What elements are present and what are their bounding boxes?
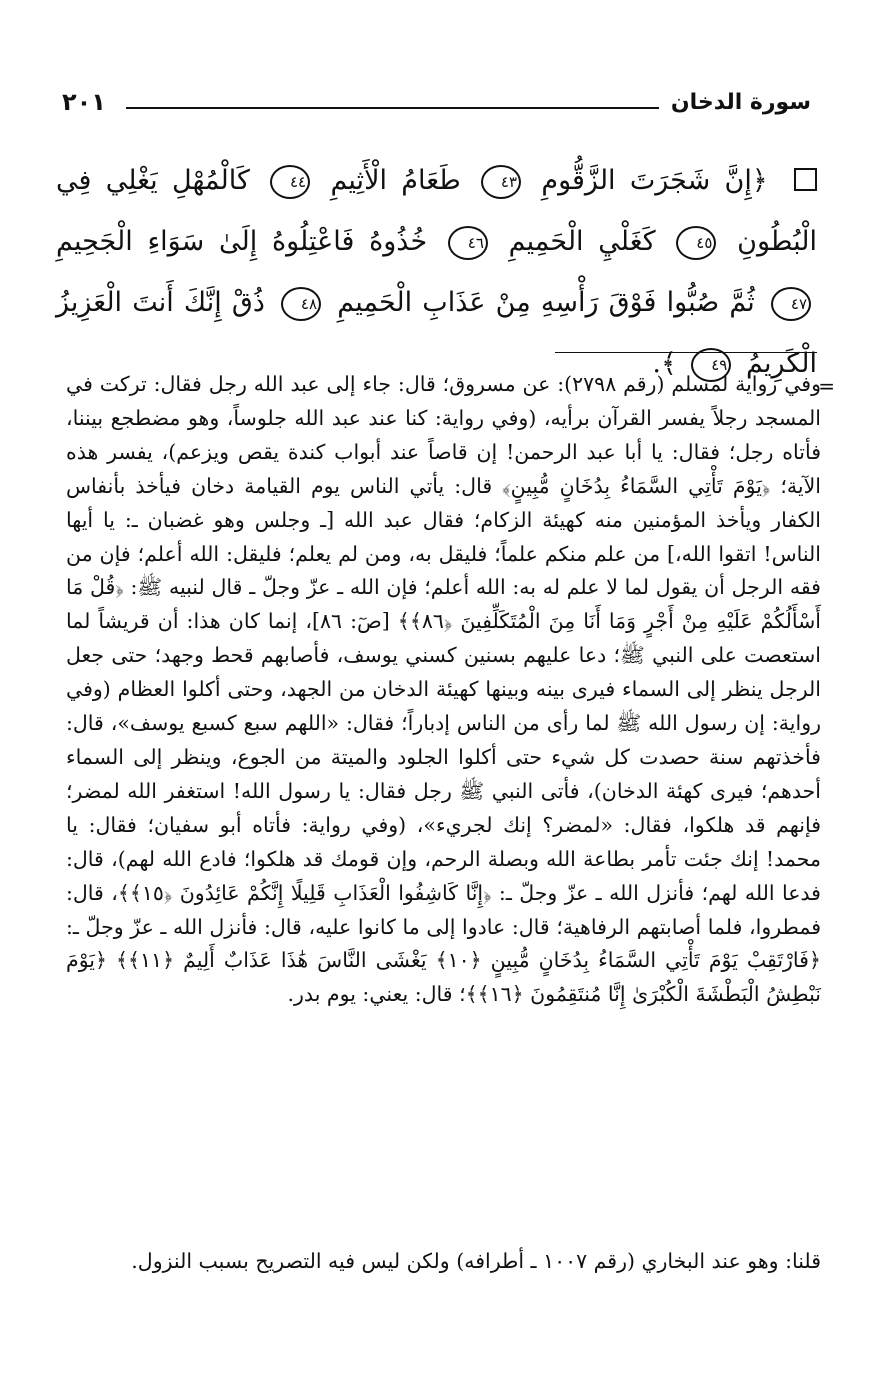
continuation-mark: = xyxy=(818,374,835,398)
verse-opening: ﴿إِنَّ شَجَرَتَ الزَّقُّومِ xyxy=(541,165,768,196)
footnote-separator xyxy=(555,352,817,353)
verse-text: ذُقْ إِنَّكَ أَنتَ الْعَزِيزُ الْكَرِيمُ xyxy=(56,287,817,379)
page-number: ٢٠١ xyxy=(62,88,106,116)
verse-number-marker: ٤٨ xyxy=(281,287,321,321)
verse-number-marker: ٤٥ xyxy=(676,226,716,260)
verse-text: كَغَلْيِ الْحَمِيمِ xyxy=(508,226,656,257)
verse-text: خُذُوهُ فَاعْتِلُوهُ إِلَىٰ سَوَاءِ الْجَحِيمِ xyxy=(56,226,428,257)
verse-number-marker: ٤٤ xyxy=(270,165,310,199)
verse-number-marker: ٤٩ xyxy=(691,348,731,382)
verse-closing: ﴾. xyxy=(652,348,677,379)
verse-number-marker: ٤٣ xyxy=(481,165,521,199)
checkbox-icon xyxy=(794,168,817,191)
verse-text: ثُمَّ صُبُّوا فَوْقَ رَأْسِهِ مِنْ عَذَابِ الْحَمِيمِ xyxy=(337,287,755,318)
footnote-note: قلنا: وهو عند البخاري (رقم ١٠٠٧ ـ أطرافه) ولكن ليس فيه التصريح بسبب النزول. xyxy=(131,1249,821,1273)
verse-text: طَعَامُ الْأَثِيمِ xyxy=(330,165,461,196)
surah-title: سورة الدخان xyxy=(670,90,811,115)
quran-verses xyxy=(56,150,817,394)
verse-text: كَالْمُهْلِ يَغْلِي فِي الْبُطُونِ xyxy=(56,165,817,257)
page-header xyxy=(62,86,811,126)
verse-number-marker: ٤٧ xyxy=(771,287,811,321)
footnote-body: وفي رواية لمسلم (رقم ٢٧٩٨): عن مسروق؛ قال: جاء إلى عبد الله رجل فقال: تركت في المسجد رجلاً يفسر القرآن برأيه، (وفي رواية: كنا عند عبد الله جلوساً، وهو مضطجع بيننا، فأتاه رجل؛ فقال: يا أبا عبد الرحمن! إن قاصاً عند أبواب كندة يقص ويزعم)، يفسر هذه الآية؛ ﴿يَوْمَ تَأْتِي السَّمَاءُ بِدُخَانٍ مُّبِينٍ﴾ قال: يأتي الناس يوم القيامة دخان فيأخذ بأنفاس الكفار ويأخذ المؤمنين منه كهيئة الزكام؛ فقال عبد الله [ـ وجلس وهو غضبان ـ: يا أيها الناس! اتقوا الله،] من علم منكم علماً؛ فليقل به، ومن لم يعلم؛ فليقل: الله أعلم؛ فإن من فقه الرجل أن يقول لما لا علم له به: الله أعلم؛ فإن الله ـ عزّ وجلّ ـ قال لنبيه ﷺ: ﴿قُلْ مَا أَسْأَلُكُمْ عَلَيْهِ مِنْ أَجْرٍ وَمَا أَنَا مِنَ الْمُتَكَلِّفِينَ ﴿٨٦﴾﴾ [صٓ: ٨٦]، إنما كان هذا: أن قريشاً لما استعصت على النبي ﷺ؛ دعا عليهم بسنين كسني يوسف، فأصابهم قحط وجهد؛ حتى جعل الرجل ينظر إلى السماء فيرى بينه وبينها كهيئة الدخان من الجهد، وحتى أكلوا العظام (وفي رواية: إن رسول الله ﷺ لما رأى من الناس إدباراً؛ فقال: «اللهم سبع كسبع يوسف»، قال: فأخذتهم سنة حصدت كل شيء حتى أكلوا الجلود والميتة من الجوع، وينظر إلى السماء أحدهم؛ فيرى كهئة الدخان)، فأتى النبي ﷺ رجل فقال: يا رسول الله! استغفر الله لمضر؛ فإنهم قد هلكوا، فقال: «لمضر؟ إنك لجريء»، (وفي رواية: فأتاه أبو سفيان؛ فقال: يا محمد! إنك جئت تأمر بطاعة الله وبصلة الرحم، وإن قومك قد هلكوا؛ فادع الله لهم)، قال: فدعا الله لهم؛ فأنزل الله ـ عزّ وجلّ ـ: ﴿إِنَّا كَاشِفُوا الْعَذَابِ قَلِيلًا إِنَّكُمْ عَائِدُونَ ﴿١٥﴾﴾، قال: فمطروا، فلما أصابتهم الرفاهية؛ قال: عادوا إلى ما كانوا عليه، قال: فأنزل الله ـ عزّ وجلّ ـ: ﴿فَارْتَقِبْ يَوْمَ تَأْتِي السَّمَاءُ بِدُخَانٍ مُّبِينٍ ﴿١٠﴾ يَغْشَى النَّاسَ هَٰذَا عَذَابٌ أَلِيمٌ ﴿١١﴾﴾ ﴿يَوْمَ نَبْطِشُ الْبَطْشَةَ الْكُبْرَىٰ إِنَّا مُنتَقِمُونَ ﴿١٦﴾﴾؛ قال: يعني: يوم بدر. xyxy=(66,372,821,1007)
verse-number-marker: ٤٦ xyxy=(448,226,488,260)
header-rule xyxy=(126,107,659,109)
